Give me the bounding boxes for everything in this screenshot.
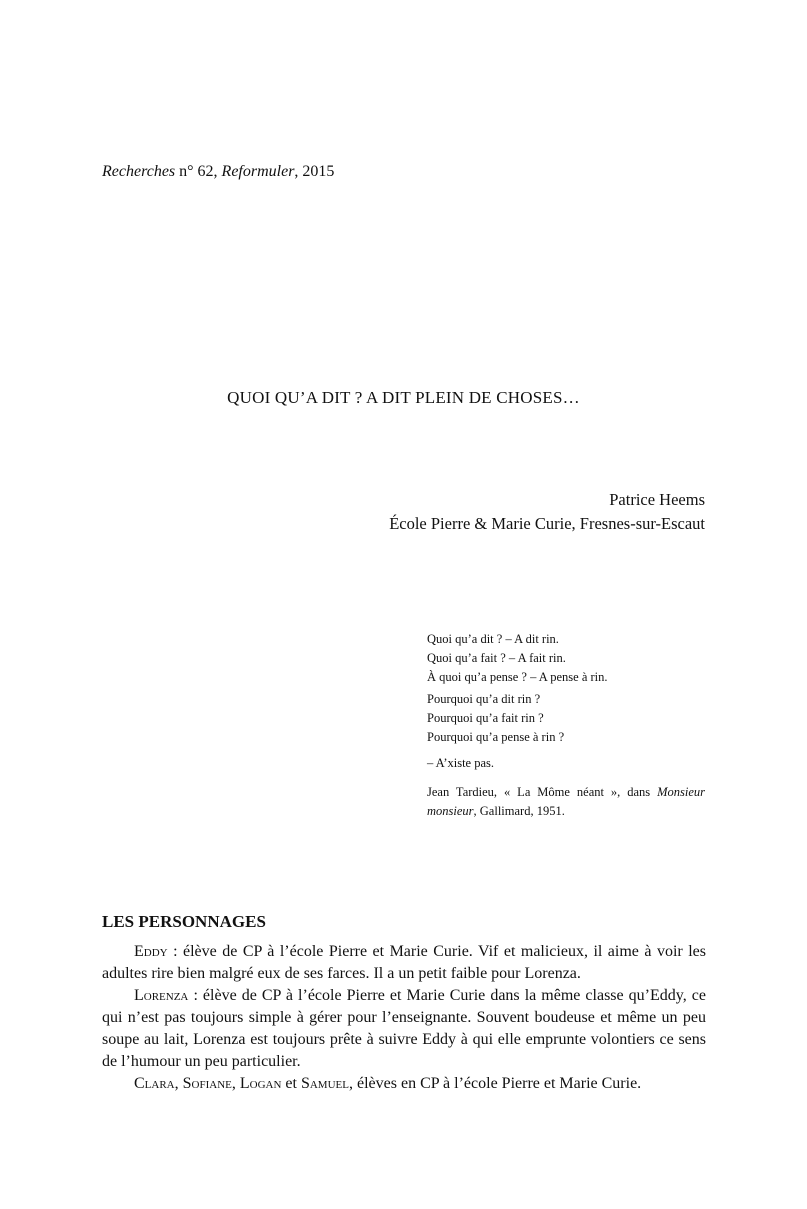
character-name: Clara xyxy=(134,1075,175,1092)
epigraph-last-line: – A’xiste pas. xyxy=(427,756,495,770)
separator: , xyxy=(231,1075,240,1092)
character-description: , élèves en CP à l’école Pierre et Marie Curie. xyxy=(348,1075,642,1092)
section-title: LES PERSONNAGES xyxy=(102,912,266,931)
issue-year: , 2015 xyxy=(294,163,335,180)
epigraph-line: Pourquoi qu’a pense à rin ? xyxy=(427,730,565,744)
separator: , xyxy=(174,1075,183,1092)
character-eddy xyxy=(102,941,706,985)
source-book: Monsieur monsieur xyxy=(427,785,706,818)
issue-theme: Reformuler xyxy=(221,163,295,180)
character-name: Sofiane xyxy=(182,1075,232,1092)
issue-number: n° 62, xyxy=(179,163,218,180)
character-description: : élève de CP à l’école Pierre et Marie Curie dans la même classe qu’Eddy, ce qui n’est pas toujours simple à gérer pour l’enseignante. Souvent boudeuse et même un peu soupe au lait, Lorenza est toujours prête à suivre Eddy à qui elle emprunte volontiers ce sens de l’humour un peu particulier. xyxy=(102,987,706,1070)
epigraph xyxy=(427,630,705,821)
author-affiliation: École Pierre & Marie Curie, Fresnes-sur-Escaut xyxy=(389,514,705,533)
epigraph-line: Pourquoi qu’a dit rin ? xyxy=(427,692,541,706)
epigraph-line: Pourquoi qu’a fait rin ? xyxy=(427,711,544,725)
epigraph-source xyxy=(427,783,705,821)
epigraph-line: À quoi qu’a pense ? – A pense à rin. xyxy=(427,670,608,684)
character-others xyxy=(102,1073,706,1095)
character-name: Eddy xyxy=(134,943,168,960)
epigraph-stanza-2 xyxy=(427,690,705,747)
source-publisher: , Gallimard, 1951. xyxy=(473,804,565,818)
character-name: Logan xyxy=(239,1075,282,1092)
character-name: Lorenza xyxy=(134,987,189,1004)
separator: et xyxy=(281,1075,301,1092)
author-block xyxy=(389,488,705,536)
author-name: Patrice Heems xyxy=(609,490,705,509)
epigraph-line: Quoi qu’a dit ? – A dit rin. xyxy=(427,632,559,646)
characters-list xyxy=(102,941,706,1095)
running-header xyxy=(102,163,334,181)
character-description: : élève de CP à l’école Pierre et Marie Curie. Vif et malicieux, il aime à voir les adultes rire bien malgré eux de ses farces. Il a un petit faible pour Lorenza. xyxy=(102,943,706,982)
epigraph-line: Quoi qu’a fait ? – A fait rin. xyxy=(427,651,566,665)
article-title: QUOI QU’A DIT ? A DIT PLEIN DE CHOSES… xyxy=(227,388,580,407)
character-name: Samuel xyxy=(300,1075,349,1092)
epigraph-stanza-1 xyxy=(427,630,705,687)
source-author: Jean Tardieu, « La Môme néant », dans xyxy=(427,785,651,799)
journal-name: Recherches xyxy=(102,163,176,180)
character-lorenza xyxy=(102,985,706,1073)
